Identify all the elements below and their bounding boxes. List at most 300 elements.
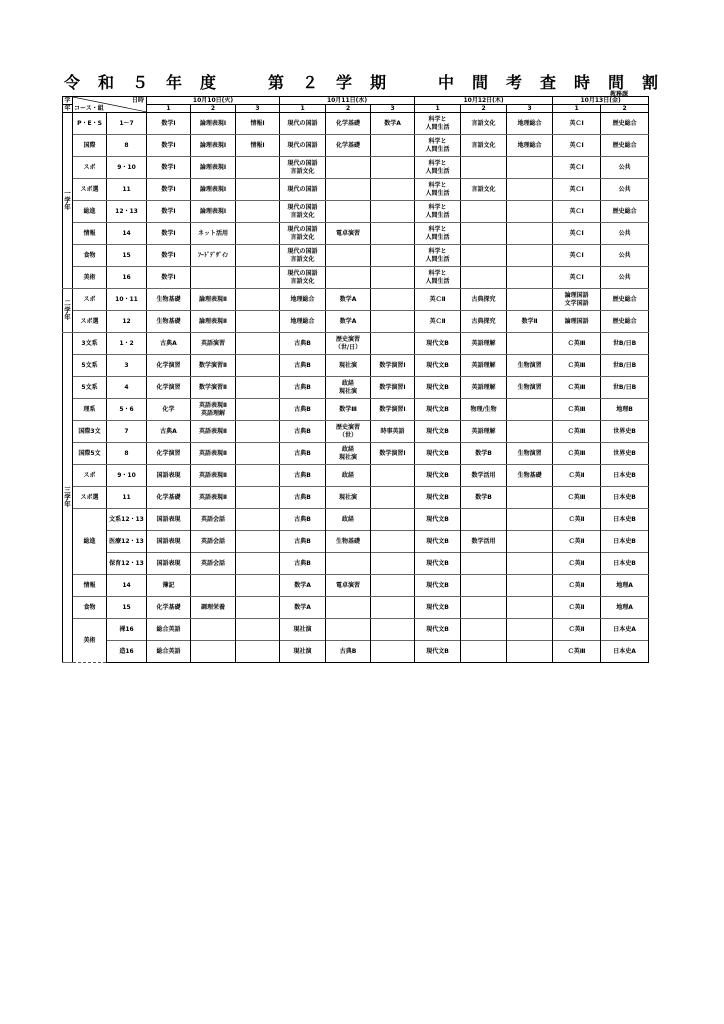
subject-cell: 数学演習Ⅱ — [191, 377, 236, 399]
grade-header: 学 — [64, 97, 71, 104]
class-cell: 9・10 — [107, 157, 147, 179]
subject-cell: 数学Ⅲ — [326, 399, 371, 421]
subject-cell: 論理表現Ⅰ — [191, 179, 236, 201]
subject-cell: 古典B — [280, 553, 326, 575]
table-row — [63, 619, 649, 641]
subject-cell: 現社演 — [326, 487, 371, 509]
subject-cell — [236, 619, 280, 641]
subject-cell — [507, 157, 553, 179]
course-cell: 国際5文 — [73, 443, 107, 465]
subject-cell: 科学と 人間生活 — [415, 223, 461, 245]
subject-cell: 公共 — [601, 179, 649, 201]
table-row — [63, 289, 649, 311]
subject-cell: 古典B — [280, 531, 326, 553]
subject-cell: 生物基礎 — [507, 465, 553, 487]
subject-cell: 数学A — [280, 575, 326, 597]
subject-cell: 生物基礎 — [147, 311, 191, 333]
subject-cell — [371, 333, 415, 355]
subject-cell — [371, 157, 415, 179]
day-header: 10月11日(水) — [280, 97, 415, 105]
grade-header: 年 — [64, 105, 71, 112]
subject-cell: 地理A — [601, 597, 649, 619]
subject-cell: Ｃ英Ⅱ — [553, 619, 601, 641]
subject-cell — [326, 267, 371, 289]
subject-cell: 総合英語 — [147, 619, 191, 641]
subject-cell: 電卓演習 — [326, 223, 371, 245]
subject-cell: 現代文B — [415, 421, 461, 443]
subject-cell — [326, 597, 371, 619]
subject-cell: 数学Ⅰ — [147, 113, 191, 135]
subject-cell: 数学Ⅰ — [147, 179, 191, 201]
subject-cell — [236, 355, 280, 377]
subject-cell: 英語表現Ⅱ 英語理解 — [191, 399, 236, 421]
subject-cell: 情報Ⅰ — [236, 135, 280, 157]
subject-cell: 言語文化 — [461, 113, 507, 135]
subject-cell: 古典B — [280, 377, 326, 399]
subject-cell: 英語理解 — [461, 421, 507, 443]
subject-cell: 現代文B — [415, 575, 461, 597]
subject-cell — [507, 245, 553, 267]
course-cell: 総進 — [73, 509, 107, 575]
subject-cell: 英ＣⅠ — [553, 157, 601, 179]
subject-cell — [236, 399, 280, 421]
table-row — [63, 487, 649, 509]
subject-cell: 現代文B — [415, 531, 461, 553]
subject-cell: 英ＣⅠ — [553, 179, 601, 201]
course-cell: P・E・S — [73, 113, 107, 135]
subject-cell: 日本史B — [601, 465, 649, 487]
subject-cell: 化学演習 — [147, 355, 191, 377]
subject-cell: 数学演習Ⅰ — [371, 355, 415, 377]
subject-cell — [461, 157, 507, 179]
subject-cell: 歴史総合 — [601, 135, 649, 157]
class-cell: 12・13 — [107, 201, 147, 223]
subject-cell: 現代文B — [415, 597, 461, 619]
table-row — [63, 135, 649, 157]
subject-cell: 化学演習 — [147, 377, 191, 399]
subject-cell: 化学基礎 — [147, 597, 191, 619]
subject-cell — [507, 487, 553, 509]
subject-cell — [461, 619, 507, 641]
subject-cell — [507, 421, 553, 443]
subject-cell: 古典A — [147, 333, 191, 355]
subject-cell: 論理表現Ⅰ — [191, 135, 236, 157]
subject-cell: 現代文B — [415, 377, 461, 399]
subject-cell: ﾌｰﾄﾞﾃﾞｻﾞｲﾝ — [191, 245, 236, 267]
subject-cell: 公共 — [601, 267, 649, 289]
subject-cell: 数学活用 — [461, 531, 507, 553]
subject-cell: 数学活用 — [461, 465, 507, 487]
subject-cell: 論理国語 — [553, 311, 601, 333]
period-header: 2 — [191, 105, 236, 113]
subject-cell — [507, 553, 553, 575]
subject-cell: 世界史B — [601, 443, 649, 465]
subject-cell: 物理/生物 — [461, 399, 507, 421]
table-row — [63, 553, 649, 575]
subject-cell — [507, 641, 553, 663]
subject-cell: 英ＣⅠ — [553, 201, 601, 223]
subject-cell: 科学と 人間生活 — [415, 179, 461, 201]
subject-cell: 数学演習Ⅰ — [371, 399, 415, 421]
table-row — [63, 201, 649, 223]
subject-cell — [507, 179, 553, 201]
class-cell: 10・11 — [107, 289, 147, 311]
subject-cell: 日本史B — [601, 509, 649, 531]
subject-cell — [371, 487, 415, 509]
class-cell: 造16 — [107, 641, 147, 663]
subject-cell: 歴史演習 （世/日） — [326, 333, 371, 355]
subject-cell: 論理表現Ⅱ — [191, 289, 236, 311]
subject-cell — [236, 531, 280, 553]
subject-cell: 現代の国語 言語文化 — [280, 201, 326, 223]
class-cell: 12 — [107, 311, 147, 333]
subject-cell: 生物基礎 — [147, 289, 191, 311]
subject-cell: 国語表現 — [147, 553, 191, 575]
subject-cell: 古典B — [280, 487, 326, 509]
table-row — [63, 531, 649, 553]
subject-cell: 数学A — [280, 597, 326, 619]
exam-timetable — [62, 96, 649, 663]
subject-cell — [371, 641, 415, 663]
subject-cell — [236, 575, 280, 597]
subject-cell: 現社演 — [280, 641, 326, 663]
subject-cell: 古典B — [280, 509, 326, 531]
course-cell: 3文系 — [73, 333, 107, 355]
subject-cell: 数学Ⅰ — [147, 201, 191, 223]
subject-cell: 歴史総合 — [601, 113, 649, 135]
course-cell: スポ — [73, 157, 107, 179]
course-class-label: コース・組 — [74, 105, 104, 112]
subject-cell: 地理B — [601, 399, 649, 421]
subject-cell: 英ＣⅠ — [553, 267, 601, 289]
subject-cell: 世B/日B — [601, 355, 649, 377]
table-row — [63, 267, 649, 289]
subject-cell: 古典B — [280, 333, 326, 355]
class-cell: 9・10 — [107, 465, 147, 487]
subject-cell — [371, 597, 415, 619]
subject-cell: 政経 — [326, 465, 371, 487]
class-cell: 保育12・13 — [107, 553, 147, 575]
subject-cell: 現社演 — [280, 619, 326, 641]
subject-cell — [507, 597, 553, 619]
subject-cell: 総合英語 — [147, 641, 191, 663]
class-cell: 医療12・13 — [107, 531, 147, 553]
class-cell: 1～7 — [107, 113, 147, 135]
subject-cell: 政経 現社演 — [326, 377, 371, 399]
subject-cell: 時事英語 — [371, 421, 415, 443]
subject-cell — [461, 575, 507, 597]
subject-cell: 公共 — [601, 245, 649, 267]
subject-cell — [326, 179, 371, 201]
table-row — [63, 399, 649, 421]
subject-cell — [191, 267, 236, 289]
subject-cell — [507, 509, 553, 531]
subject-cell: 政経 — [326, 509, 371, 531]
table-row — [63, 575, 649, 597]
subject-cell — [371, 465, 415, 487]
subject-cell: 現代文B — [415, 487, 461, 509]
subject-cell: 英語表現Ⅱ — [191, 443, 236, 465]
subject-cell: 化学基礎 — [326, 135, 371, 157]
subject-cell: 数学演習Ⅰ — [371, 443, 415, 465]
subject-cell: 日本史B — [601, 553, 649, 575]
subject-cell: 日本史B — [601, 487, 649, 509]
subject-cell: 生物演習 — [507, 355, 553, 377]
subject-cell: Ｃ英Ⅲ — [553, 333, 601, 355]
class-cell: 1・2 — [107, 333, 147, 355]
subject-cell: 論理表現Ⅰ — [191, 113, 236, 135]
subject-cell: 英語会話 — [191, 553, 236, 575]
subject-cell: 政経 現社演 — [326, 443, 371, 465]
class-cell: 5・6 — [107, 399, 147, 421]
course-cell: 5文系 — [73, 377, 107, 399]
subject-cell: 世B/日B — [601, 333, 649, 355]
class-cell: 3 — [107, 355, 147, 377]
period-header: 1 — [280, 105, 326, 113]
subject-cell: 地理総合 — [280, 289, 326, 311]
subject-cell: 日本史A — [601, 641, 649, 663]
subject-cell: 歴史総合 — [601, 201, 649, 223]
period-header: 2 — [461, 105, 507, 113]
period-header: 3 — [371, 105, 415, 113]
subject-cell: 数学B — [461, 487, 507, 509]
table-row — [63, 245, 649, 267]
subject-cell: 英語理解 — [461, 377, 507, 399]
class-cell: 14 — [107, 223, 147, 245]
subject-cell: 数学演習Ⅱ — [191, 355, 236, 377]
subject-cell: 英語演習 — [191, 333, 236, 355]
table-row — [63, 377, 649, 399]
subject-cell — [371, 223, 415, 245]
course-cell: スポ選 — [73, 311, 107, 333]
subject-cell — [507, 201, 553, 223]
class-cell: 8 — [107, 443, 147, 465]
class-cell: 15 — [107, 597, 147, 619]
subject-cell: 生物基礎 — [326, 531, 371, 553]
subject-cell: 英語表現Ⅱ — [191, 421, 236, 443]
subject-cell — [371, 135, 415, 157]
subject-cell: 古典A — [147, 421, 191, 443]
subject-cell: 簿記 — [147, 575, 191, 597]
subject-cell — [371, 509, 415, 531]
period-header: 1 — [415, 105, 461, 113]
course-cell: 国際3文 — [73, 421, 107, 443]
subject-cell: 数学Ⅰ — [147, 223, 191, 245]
class-cell: 7 — [107, 421, 147, 443]
subject-cell: 数学Ⅰ — [147, 135, 191, 157]
subject-cell: 現代の国語 言語文化 — [280, 223, 326, 245]
course-cell: 国際 — [73, 135, 107, 157]
subject-cell — [326, 553, 371, 575]
table-row — [63, 311, 649, 333]
subject-cell: 英ＣⅡ — [415, 289, 461, 311]
subject-cell — [236, 201, 280, 223]
subject-cell: 現代文B — [415, 641, 461, 663]
course-cell: スポ選 — [73, 487, 107, 509]
subject-cell: 現代文B — [415, 443, 461, 465]
subject-cell — [236, 465, 280, 487]
subject-cell: 調理栄養 — [191, 597, 236, 619]
table-row — [63, 179, 649, 201]
subject-cell: 科学と 人間生活 — [415, 245, 461, 267]
subject-cell — [236, 443, 280, 465]
class-cell: 11 — [107, 487, 147, 509]
subject-cell — [236, 597, 280, 619]
subject-cell: Ｃ英Ⅲ — [553, 399, 601, 421]
course-cell: 食物 — [73, 597, 107, 619]
subject-cell: 数学Ⅰ — [147, 245, 191, 267]
course-cell: 総進 — [73, 201, 107, 223]
subject-cell: 英ＣⅠ — [553, 223, 601, 245]
subject-cell: 現代の国語 — [280, 179, 326, 201]
subject-cell: 英語会話 — [191, 531, 236, 553]
class-cell: 15 — [107, 245, 147, 267]
grade-label: 二 学 年 — [63, 289, 73, 333]
subject-cell: 論理表現Ⅰ — [191, 157, 236, 179]
class-cell: 4 — [107, 377, 147, 399]
subject-cell — [236, 333, 280, 355]
course-cell: スポ — [73, 465, 107, 487]
subject-cell — [461, 267, 507, 289]
subject-cell: 英ＣⅠ — [553, 113, 601, 135]
period-header: 3 — [236, 105, 280, 113]
subject-cell: 古典B — [280, 443, 326, 465]
table-row — [63, 509, 649, 531]
course-cell: 美術 — [73, 619, 107, 663]
class-cell: 11 — [107, 179, 147, 201]
subject-cell: 英語表現Ⅱ — [191, 487, 236, 509]
subject-cell: 地理総合 — [507, 135, 553, 157]
subject-cell: 現代文B — [415, 333, 461, 355]
table-row — [63, 333, 649, 355]
subject-cell: 数学A — [326, 311, 371, 333]
course-cell: 食物 — [73, 245, 107, 267]
page-title: 令 和 ５ 年 度 第 ２ 学 期 中 間 考 査 時 間 割 — [64, 73, 660, 92]
subject-cell: 現代文B — [415, 509, 461, 531]
subject-cell — [461, 597, 507, 619]
subject-cell — [371, 267, 415, 289]
period-header: 2 — [601, 105, 649, 113]
subject-cell — [507, 399, 553, 421]
subject-cell: 古典B — [280, 355, 326, 377]
subject-cell — [507, 333, 553, 355]
subject-cell — [461, 245, 507, 267]
subject-cell — [236, 179, 280, 201]
course-cell: スポ選 — [73, 179, 107, 201]
subject-cell: 現代の国語 言語文化 — [280, 245, 326, 267]
subject-cell: 化学演習 — [147, 443, 191, 465]
subject-cell: 数学Ⅰ — [147, 267, 191, 289]
day-header: 10月13日(金) — [553, 97, 649, 105]
subject-cell: 論理表現Ⅰ — [191, 201, 236, 223]
subject-cell: 英語理解 — [461, 333, 507, 355]
subject-cell: 世B/日B — [601, 377, 649, 399]
subject-cell: 生物演習 — [507, 377, 553, 399]
subject-cell: 科学と 人間生活 — [415, 113, 461, 135]
subject-cell — [461, 509, 507, 531]
subject-cell: 古典B — [280, 421, 326, 443]
class-cell: 文系12・13 — [107, 509, 147, 531]
subject-cell — [191, 641, 236, 663]
subject-cell: 電卓演習 — [326, 575, 371, 597]
subject-cell: 数学A — [371, 113, 415, 135]
subject-cell: 現代の国語 — [280, 135, 326, 157]
department-label: 教務課 — [610, 91, 629, 98]
subject-cell — [507, 267, 553, 289]
subject-cell: 日本史A — [601, 619, 649, 641]
table-row — [63, 597, 649, 619]
subject-cell: 歴史総合 — [601, 289, 649, 311]
subject-cell: Ｃ英Ⅱ — [553, 597, 601, 619]
subject-cell: 古典B — [280, 399, 326, 421]
subject-cell: 科学と 人間生活 — [415, 135, 461, 157]
subject-cell — [371, 575, 415, 597]
subject-cell: 現代の国語 言語文化 — [280, 267, 326, 289]
subject-cell: 国語表現 — [147, 465, 191, 487]
class-cell: 8 — [107, 135, 147, 157]
subject-cell: 化学 — [147, 399, 191, 421]
subject-cell — [326, 619, 371, 641]
subject-cell: 歴史総合 — [601, 311, 649, 333]
subject-cell: 数学B — [461, 443, 507, 465]
subject-cell — [371, 201, 415, 223]
day-header: 10月12日(木) — [415, 97, 553, 105]
subject-cell: 英ＣⅠ — [553, 135, 601, 157]
table-row — [63, 465, 649, 487]
subject-cell: Ｃ英Ⅱ — [553, 553, 601, 575]
subject-cell — [236, 377, 280, 399]
subject-cell: 現代文B — [415, 355, 461, 377]
subject-cell: Ｃ英Ⅲ — [553, 487, 601, 509]
subject-cell: 科学と 人間生活 — [415, 157, 461, 179]
subject-cell — [507, 619, 553, 641]
subject-cell: 言語文化 — [461, 179, 507, 201]
subject-cell: 世界史B — [601, 421, 649, 443]
subject-cell: 現代文B — [415, 465, 461, 487]
subject-cell: 論理国語 文学国語 — [553, 289, 601, 311]
subject-cell: Ｃ英Ⅲ — [553, 377, 601, 399]
period-header: 1 — [553, 105, 601, 113]
subject-cell: Ｃ英Ⅲ — [553, 421, 601, 443]
subject-cell — [236, 509, 280, 531]
table-row — [63, 641, 649, 663]
period-header: 1 — [147, 105, 191, 113]
subject-cell: 歴史演習 （世） — [326, 421, 371, 443]
subject-cell — [371, 553, 415, 575]
subject-cell — [326, 157, 371, 179]
subject-cell — [507, 223, 553, 245]
class-cell: 14 — [107, 575, 147, 597]
class-cell: 16 — [107, 267, 147, 289]
grade-label: 一 学 年 — [63, 113, 73, 289]
subject-cell: 情報Ⅰ — [236, 113, 280, 135]
subject-cell: Ｃ英Ⅱ — [553, 509, 601, 531]
subject-cell: 論理表現Ⅱ — [191, 311, 236, 333]
subject-cell: 現代文B — [415, 619, 461, 641]
subject-cell: 化学基礎 — [326, 113, 371, 135]
subject-cell: ネット活用 — [191, 223, 236, 245]
subject-cell — [371, 311, 415, 333]
subject-cell: Ｃ英Ⅱ — [553, 575, 601, 597]
subject-cell: 日本史B — [601, 531, 649, 553]
table-row — [63, 223, 649, 245]
subject-cell — [326, 201, 371, 223]
course-cell: 美術 — [73, 267, 107, 289]
subject-cell — [236, 157, 280, 179]
subject-cell — [236, 421, 280, 443]
subject-cell: 地理総合 — [280, 311, 326, 333]
table-row — [63, 421, 649, 443]
